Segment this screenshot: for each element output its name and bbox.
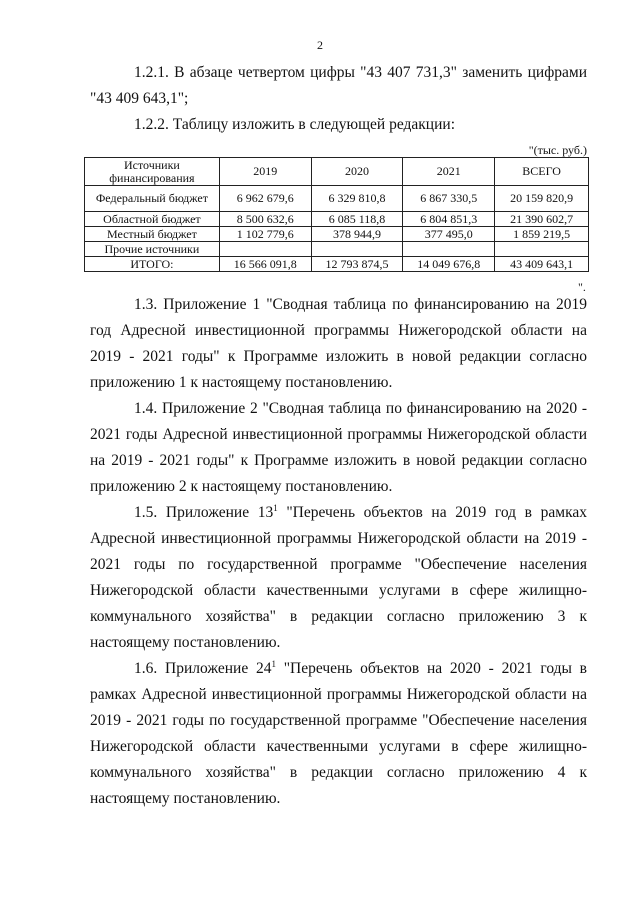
paragraph-1-5-lead: 1.5. Приложение 13: [134, 504, 274, 521]
cell-value: 20 159 820,9: [495, 186, 589, 212]
cell-value: 6 085 118,8: [311, 212, 403, 227]
cell-value: [311, 242, 403, 257]
row-label: Областной бюджет: [85, 212, 220, 227]
cell-value: 6 329 810,8: [311, 186, 403, 212]
page-number: 2: [317, 38, 323, 52]
paragraph-1-5-rest: "Перечень объектов на 2019 год в рамках Адресной инвестиционной программы Нижегородской области на 2019 - 2021 годы по государственной программе "Обеспечение населения Нижегородской области качественными услугами в сфере жилищно-коммунального хозяйства" в редакции согласно приложению 3 к настоящему постановлению.: [90, 504, 587, 651]
paragraph-1-6: [90, 656, 587, 812]
cell-value: [403, 242, 495, 257]
superscript: 1: [273, 502, 278, 513]
units-label: "(тыс. руб.): [528, 143, 587, 157]
table-row: [85, 212, 589, 227]
row-label: Прочие источники: [85, 242, 220, 257]
cell-value: 21 390 602,7: [495, 212, 589, 227]
cell-value: 1 859 219,5: [495, 227, 589, 242]
cell-value: 43 409 643,1: [495, 257, 589, 272]
header-total: ВСЕГО: [495, 158, 589, 186]
header-2019: 2019: [219, 158, 311, 186]
cell-value: 12 793 874,5: [311, 257, 403, 272]
paragraph-1-3: 1.3. Приложение 1 "Сводная таблица по финансированию на 2019 год Адресной инвестиционной программы Нижегородской области на 2019 - 2021 годы" к Программе изложить в новой редакции согласно приложению 1 к настоящему постановлению.: [90, 296, 587, 391]
paragraph-1-2-1: 1.2.1. В абзаце четвертом цифры "43 407 731,3" заменить цифрами "43 409 643,1";: [90, 64, 587, 107]
row-label: Федеральный бюджет: [85, 186, 220, 212]
closing-quote: ".: [578, 280, 586, 294]
cell-value: 6 804 851,3: [403, 212, 495, 227]
financing-table: [84, 157, 589, 272]
header-sources: Источники финансирования: [85, 158, 220, 186]
paragraph-1-6-rest: "Перечень объектов на 2020 - 2021 годы в рамках Адресной инвестиционной программы Нижегородской области на 2019 - 2021 годы по государственной программе "Обеспечение населения Нижегородской области качественными услугами в сфере жилищно-коммунального хозяйства" в редакции согласно приложению 4 к настоящему постановлению.: [90, 660, 587, 807]
table-header-row: [85, 158, 589, 186]
table-total-row: [85, 257, 589, 272]
cell-value: 6 867 330,5: [403, 186, 495, 212]
paragraph-1-4: 1.4. Приложение 2 "Сводная таблица по финансированию на 2020 - 2021 годы Адресной инвестиционной программы Нижегородской области на 2019 - 2021 годы" к Программе изложить в новой редакции согласно приложению 2 к настоящему постановлению.: [90, 400, 587, 495]
header-2020: 2020: [311, 158, 403, 186]
cell-value: 6 962 679,6: [219, 186, 311, 212]
cell-value: 14 049 676,8: [403, 257, 495, 272]
cell-value: 377 495,0: [403, 227, 495, 242]
cell-value: [495, 242, 589, 257]
paragraph-1-2-2: 1.2.2. Таблицу изложить в следующей редакции:: [134, 116, 455, 133]
cell-value: 16 566 091,8: [219, 257, 311, 272]
cell-value: 378 944,9: [311, 227, 403, 242]
table-row: [85, 186, 589, 212]
header-2021: 2021: [403, 158, 495, 186]
cell-value: 8 500 632,6: [219, 212, 311, 227]
row-label: Местный бюджет: [85, 227, 220, 242]
table-row: [85, 242, 589, 257]
row-label: ИТОГО:: [85, 257, 220, 272]
paragraph-1-6-lead: 1.6. Приложение 24: [134, 660, 272, 677]
paragraph-1-5: [90, 500, 587, 656]
cell-value: 1 102 779,6: [219, 227, 311, 242]
cell-value: [219, 242, 311, 257]
superscript: 1: [271, 658, 276, 669]
table-row: [85, 227, 589, 242]
